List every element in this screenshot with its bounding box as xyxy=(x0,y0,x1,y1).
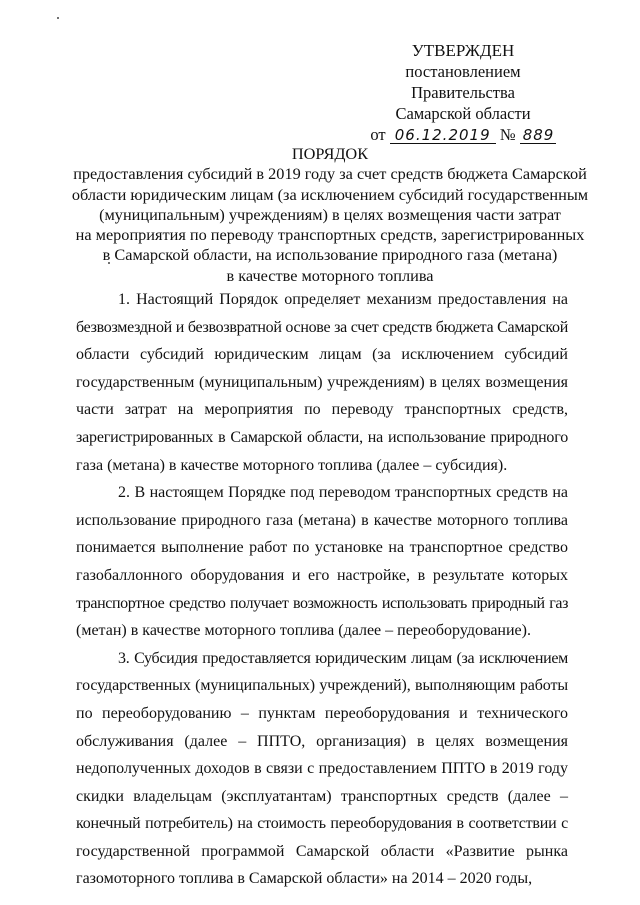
handwritten-date: 06.12.2019 xyxy=(390,128,496,144)
paragraph-line: недополученных доходов в связи с предоставлением ППТО в 2019 году xyxy=(76,760,568,778)
paragraph-line: газобаллонного оборудования и его настройке, в результате которых xyxy=(76,566,568,584)
document-body xyxy=(76,286,568,893)
paragraph-line: 2. В настоящем Порядке под переводом транспортных средств на xyxy=(118,484,568,502)
paragraph-line: 1. Настоящий Порядок определяет механизм предоставления на xyxy=(118,291,568,308)
heading-line: предоставления субсидий в 2019 году за счет средств бюджета Самарской xyxy=(73,164,587,184)
approval-line: Самарской области xyxy=(395,104,531,123)
document-heading xyxy=(60,144,600,286)
approval-line: постановлением Правительства xyxy=(405,62,521,102)
approval-date-number xyxy=(352,124,574,145)
paragraph-line: конечный потребитель) на стоимость переоборудования в соответствии с xyxy=(76,815,568,833)
paragraph-line: использование природного газа (метана) в качестве моторного топлива xyxy=(76,511,568,529)
paragraph-line: (метан) в качестве моторного топлива (далее – переоборудование). xyxy=(76,622,531,640)
scan-speck xyxy=(57,17,59,19)
paragraph-line: понимается выполнение работ по установке на транспортное средство xyxy=(76,539,568,557)
heading-line: (муниципальным) учреждениям) в целях возмещения части затрат xyxy=(99,204,561,224)
heading-line: в Самарской области, на использование природного газа (метана) xyxy=(102,245,558,265)
heading-title: ПОРЯДОК xyxy=(291,144,369,163)
paragraph-line: скидки владельцам (эксплуатантам) транспортных средств (далее – xyxy=(76,787,568,805)
paragraph-line: газа (метана) в качестве моторного топлива (далее – субсидия). xyxy=(76,456,508,474)
handwritten-number: 889 xyxy=(520,128,556,144)
approval-title: УТВЕРЖДЕН xyxy=(411,41,515,60)
paragraph-line: государственной программой Самарской области «Развитие рынка xyxy=(76,842,568,860)
paragraph-line: 3. Субсидия предоставляется юридическим лицам (за исключением xyxy=(118,649,568,667)
paragraph-line: безвозмездной и безвозвратной основе за счет средств бюджета Самарской xyxy=(76,318,568,336)
heading-line: в качестве моторного топлива xyxy=(226,265,434,285)
paragraph-line: части затрат на мероприятия по переводу транспортных средств, xyxy=(76,401,568,419)
paragraph-line: газомоторного топлива в Самарской области» на 2014 – 2020 годы, xyxy=(76,870,533,888)
paragraph-line: транспортное средство получает возможность использовать природный газ xyxy=(76,594,568,612)
paragraph-line: по переоборудованию – пунктам переоборудования и технического xyxy=(76,704,568,722)
paragraph-line: обслуживания (далее – ППТО, организация) в целях возмещения xyxy=(76,732,568,750)
paragraph-line: государственных (муниципальных) учреждений), выполняющим работы xyxy=(76,677,568,695)
heading-line: области юридическим лицам (за исключением субсидий государственным xyxy=(71,184,589,204)
paragraph xyxy=(76,645,568,893)
paragraph xyxy=(76,286,568,479)
heading-line: на мероприятия по переводу транспортных средств, зарегистрированных xyxy=(75,225,585,245)
paragraph-line: зарегистрированных в Самарской области, на использование природного xyxy=(76,428,568,446)
paragraph xyxy=(76,479,568,645)
paragraph-line: государственным (муниципальным) учреждениям) в целях возмещения xyxy=(76,373,568,391)
approval-stamp xyxy=(352,40,574,145)
paragraph-line: области субсидий юридическим лицам (за исключением субсидий xyxy=(76,346,568,364)
date-prefix: от xyxy=(370,125,386,144)
number-prefix: № xyxy=(499,125,516,144)
